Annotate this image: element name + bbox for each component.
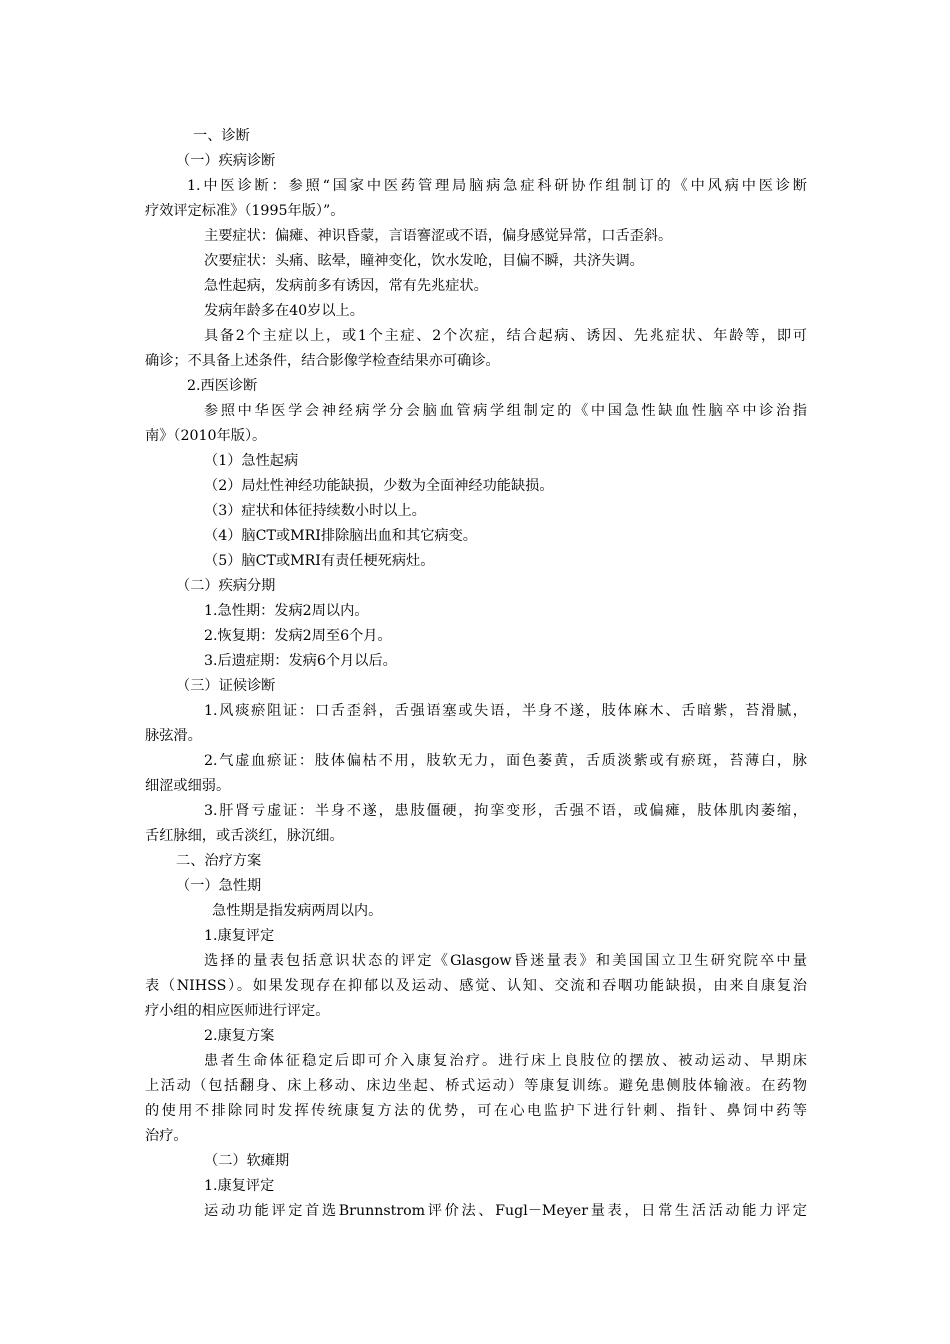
subheading-rehab-assessment: 1.康复评定 [204,928,275,944]
list-item: 2.恢复期：发病2周至6个月。 [204,628,392,644]
paragraph-line: 治疗。 [145,1128,188,1144]
paragraph-line: 运动功能评定首选Brunnstrom评价法、Fugl－Meyer量表，日常生活活动能力评定 [204,1203,807,1219]
list-item: 3.后遗症期：发病6个月以后。 [204,653,397,669]
paragraph-line: 急性期是指发病两周以内。 [212,903,383,919]
paragraph-line: 表（NIHSS）。如果发现存在抑郁以及运动、感觉、认知、交流和吞咽功能缺损，由来自康复治 [145,978,807,994]
paragraph-line: 患者生命体征稳定后即可介入康复治疗。进行床上良肢位的摆放、被动运动、早期床 [204,1053,807,1069]
subheading-rehab-plan: 2.康复方案 [204,1028,275,1044]
paragraph-line: 疗小组的相应医师进行评定。 [145,1003,330,1019]
paragraph-line: 疗效评定标准》（1995年版）”。 [145,203,345,219]
paragraph-line: 2.气虚血瘀证：肢体偏枯不用，肢软无力，面色萎黄，舌质淡紫或有瘀斑，苔薄白，脉 [204,753,807,769]
subheading-syndrome-diagnosis: （三）证候诊断 [176,678,276,694]
paragraph-line: 确诊；不具备上述条件，结合影像学检查结果亦可确诊。 [145,353,500,369]
heading-diagnosis: 一、诊断 [193,128,250,144]
subheading-disease-staging: （二）疾病分期 [176,578,276,594]
paragraph-line: 脉弦滑。 [145,728,202,744]
heading-treatment-plan: 二、治疗方案 [176,853,262,869]
list-item: 1.急性期：发病2周以内。 [204,603,369,619]
paragraph-line: 舌红脉细，或舌淡红，脉沉细。 [145,828,344,844]
paragraph-line: 发病年龄多在40岁以上。 [204,303,364,319]
list-item: （1）急性起病 [204,453,299,469]
paragraph-line: 急性起病，发病前多有诱因，常有先兆症状。 [204,278,488,294]
paragraph-line: 南》（2010年版）。 [145,428,267,444]
paragraph-line: 的使用不排除同时发挥传统康复方法的优势，可在心电监护下进行针刺、指针、鼻饲中药等 [145,1103,807,1119]
subheading-acute-phase: （一）急性期 [176,878,262,894]
paragraph-line: 主要症状：偏瘫、神识昏蒙，言语謇涩或不语，偏身感觉异常，口舌歪斜。 [204,228,673,244]
subheading-flaccid-phase: （二）软瘫期 [204,1153,290,1169]
paragraph-line: 1.风痰瘀阻证：口舌歪斜，舌强语塞或失语，半身不遂，肢体麻木、舌暗紫，苔滑腻， [204,703,807,719]
paragraph-line: 选择的量表包括意识状态的评定《Glasgow昏迷量表》和美国国立卫生研究院卒中量 [204,953,807,969]
paragraph-line: 3.肝肾亏虚证：半身不遂，患肢僵硬，拘挛变形，舌强不语，或偏瘫，肢体肌肉萎缩， [204,803,807,819]
paragraph-line: 1.中医诊断：参照“国家中医药管理局脑病急症科研协作组制订的《中风病中医诊断 [187,178,807,194]
paragraph-line: 细涩或细弱。 [145,778,231,794]
paragraph-line: 参照中华医学会神经病学分会脑血管病学组制定的《中国急性缺血性脑卒中诊治指 [204,403,807,419]
paragraph-line: 上活动（包括翻身、床上移动、床边坐起、桥式运动）等康复训练。避免患侧肢体输液。在药物 [145,1078,807,1094]
list-item: （2）局灶性神经功能缺损，少数为全面神经功能缺损。 [204,478,554,494]
subheading-rehab-assessment: 1.康复评定 [204,1178,275,1194]
list-item: （5）脑CT或MRI有责任梗死病灶。 [204,553,435,569]
subheading-disease-diagnosis: （一）疾病诊断 [176,153,276,169]
list-item: （3）症状和体征持续数小时以上。 [204,503,426,519]
paragraph-line: 具备2个主症以上，或1个主症、2个次症，结合起病、诱因、先兆症状、年龄等，即可 [204,328,807,344]
list-item: （4）脑CT或MRI排除脑出血和其它病变。 [204,528,477,544]
paragraph-line: 次要症状：头痛、眩晕，瞳神变化，饮水发呛，目偏不瞬，共济失调。 [204,253,644,269]
subheading-western-diagnosis: 2.西医诊断 [187,378,258,394]
